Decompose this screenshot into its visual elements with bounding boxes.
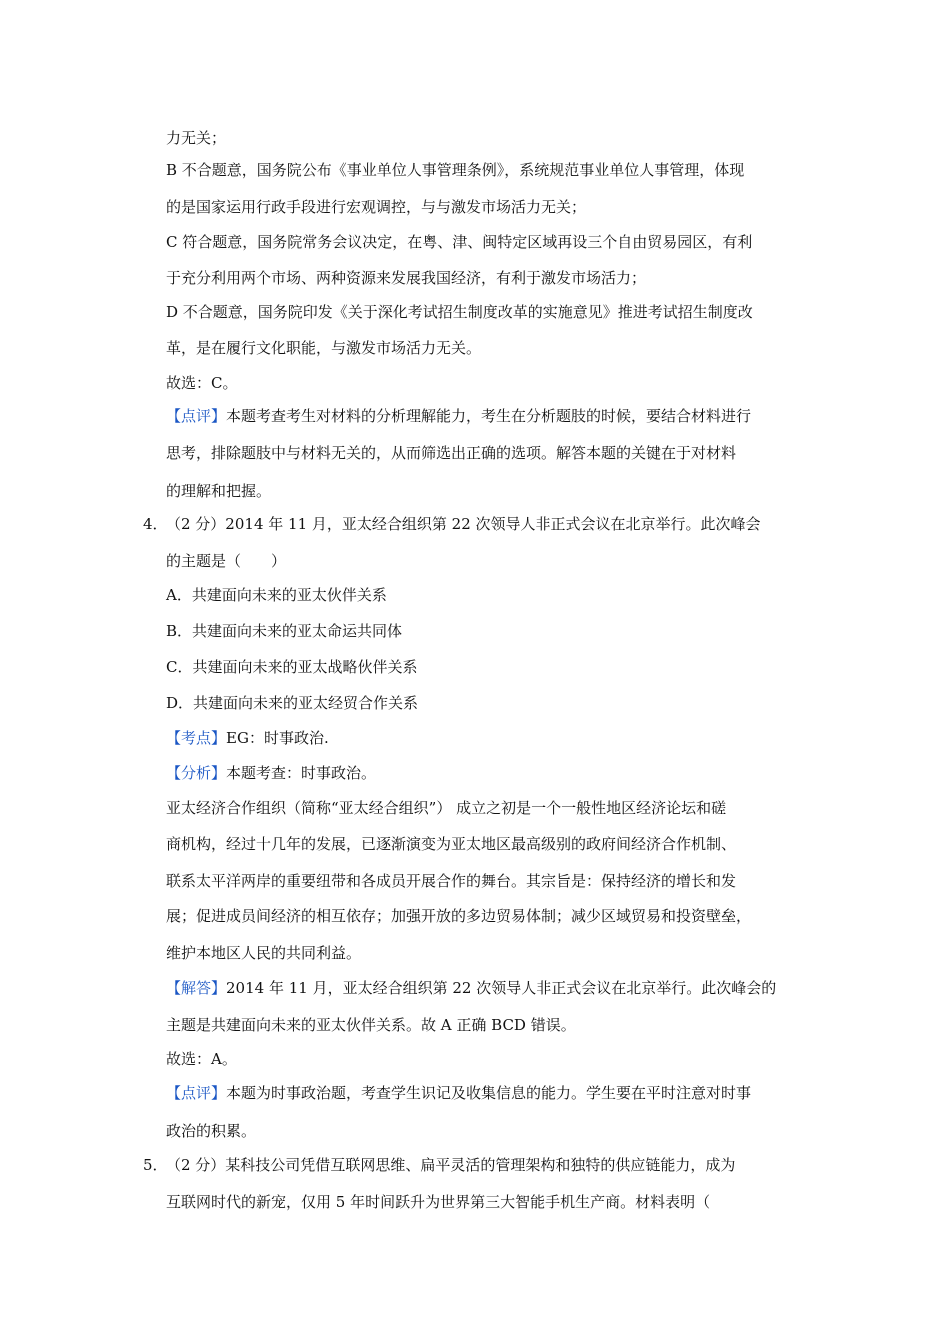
q3-answer: 故选：C。: [166, 374, 238, 392]
q3-option-b-line-2: 的是国家运用行政手段进行宏观调控，与与激发市场活力无关；: [166, 198, 587, 216]
q4-option-a: A．共建面向未来的亚太伙伴关系: [166, 586, 387, 604]
q4-analysis-line-1: 亚太经济合作组织（简称“亚太经合组织”） 成立之初是一个一般性地区经济论坛和磋: [166, 799, 727, 817]
q4-option-d: D．共建面向未来的亚太经贸合作关系: [166, 694, 419, 712]
q4-jieda-text: 2014 年 11 月，亚太经合组织第 22 次领导人非正式会议在北京举行。此次峰会的: [226, 979, 777, 997]
q3-review-text: 本题考查考生对材料的分析理解能力，考生在分析题肢的时候，要结合材料进行: [226, 407, 752, 425]
q4-stem-line-2: 的主题是（ ）: [166, 552, 287, 570]
q4-review-text: 本题为时事政治题，考查学生识记及收集信息的能力。学生要在平时注意对时事: [226, 1084, 752, 1102]
q4-analysis-line-3: 联系太平洋两岸的重要纽带和各成员开展合作的舞台。其宗旨是：保持经济的增长和发: [166, 872, 737, 890]
q3-review-line-2: 思考，排除题肢中与材料无关的，从而筛选出正确的选项。解答本题的关键在于对材料: [166, 444, 737, 462]
q3-option-b-line-1: B 不合题意，国务院公布《事业单位人事管理条例》，系统规范事业单位人事管理，体现: [166, 161, 745, 179]
q3-review-tag: 【点评】: [166, 407, 227, 425]
q4-analysis-line-2: 商机构，经过十几年的发展，已逐渐演变为亚太地区最高级别的政府间经济合作机制、: [166, 835, 737, 853]
q4-review-line-1: [166, 1083, 751, 1103]
q4-jieda-line-1: [166, 978, 776, 998]
q4-jieda-tag: 【解答】: [166, 979, 227, 997]
q3-option-d-line-1: D 不合题意，国务院印发《关于深化考试招生制度改革的实施意见》推进考试招生制度改: [166, 303, 753, 321]
q3-review-line-1: [166, 406, 751, 426]
q5-number: 5．: [143, 1156, 168, 1174]
q3-review-line-3: 的理解和把握。: [166, 482, 272, 500]
q4-fenxi-text: 本题考查：时事政治。: [226, 764, 377, 782]
q4-option-b: B．共建面向未来的亚太命运共同体: [166, 622, 403, 640]
q4-review-line-2: 政治的积累。: [166, 1122, 257, 1140]
q4-analysis-line-4: 展；促进成员间经济的相互依存；加强开放的多边贸易体制；减少区域贸易和投资壁垒，: [166, 907, 752, 925]
q4-kaodian: [166, 728, 329, 748]
q3-option-c-line-2: 于充分利用两个市场、两种资源来发展我国经济，有利于激发市场活力；: [166, 269, 647, 287]
q4-jieda-line-2: 主题是共建面向未来的亚太伙伴关系。故 A 正确 BCD 错误。: [166, 1016, 576, 1034]
q4-number: 4．: [143, 515, 168, 533]
q4-stem-line-1: （2 分）2014 年 11 月，亚太经合组织第 22 次领导人非正式会议在北京举行。此次峰会: [166, 515, 761, 533]
q4-answer: 故选：A。: [166, 1050, 237, 1068]
q3-line-1: 力无关；: [166, 129, 227, 147]
q5-stem-line-1: （2 分）某科技公司凭借互联网思维、扁平灵活的管理架构和独特的供应链能力，成为: [166, 1156, 736, 1174]
q5-stem-line-2: 互联网时代的新宠，仅用 5 年时间跃升为世界第三大智能手机生产商。材料表明（: [166, 1193, 711, 1211]
q3-option-c-line-1: C 符合题意，国务院常务会议决定，在粤、津、闽特定区域再设三个自由贸易园区，有利: [166, 233, 753, 251]
q4-option-c: C．共建面向未来的亚太战略伙伴关系: [166, 658, 418, 676]
q4-review-tag: 【点评】: [166, 1084, 227, 1102]
q4-fenxi-tag: 【分析】: [166, 764, 227, 782]
q3-option-d-line-2: 革，是在履行文化职能，与激发市场活力无关。: [166, 339, 482, 357]
q4-analysis-line-5: 维护本地区人民的共同利益。: [166, 944, 362, 962]
q4-kaodian-text: EG：时事政治.: [226, 729, 329, 747]
q4-fenxi: [166, 763, 376, 783]
q4-kaodian-tag: 【考点】: [166, 729, 227, 747]
